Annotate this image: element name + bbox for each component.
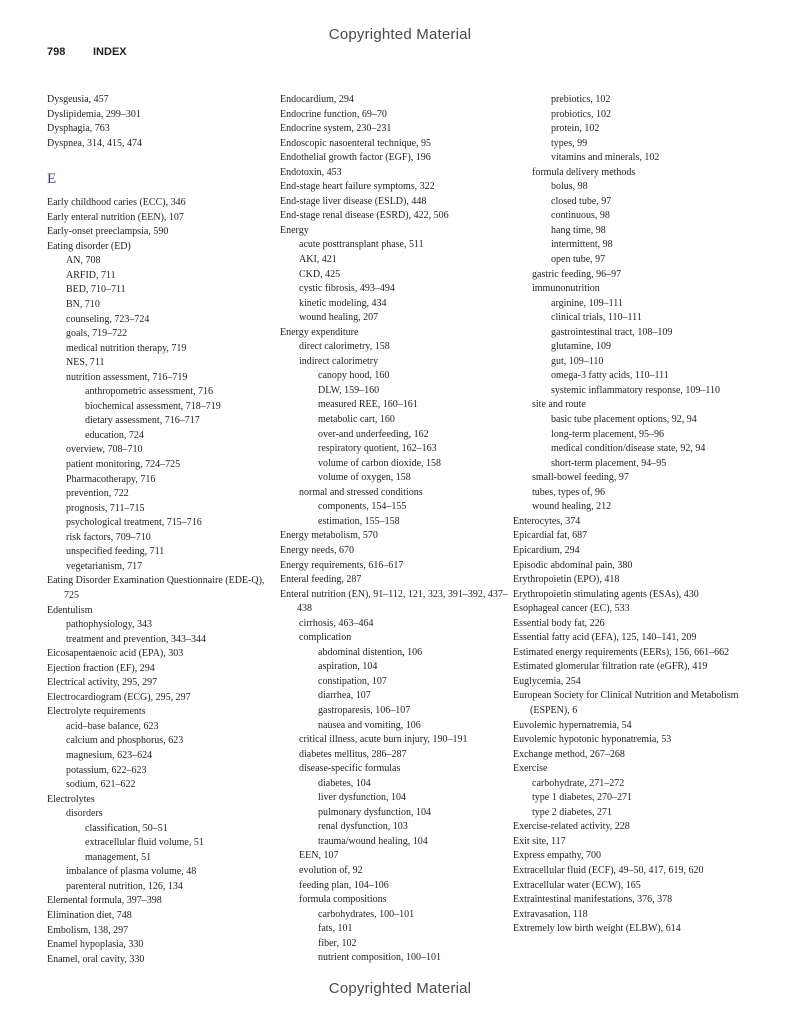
index-subentry: immunonutrition: [532, 283, 600, 295]
index-subsubentry: fiber, 102: [318, 937, 357, 949]
index-column-3: [513, 93, 753, 937]
index-entry: Epicardial fat, 687: [513, 530, 588, 542]
index-subentry: formula delivery methods: [532, 166, 636, 178]
index-entry: Dysphagia, 763: [47, 123, 110, 135]
index-entry: Extracellular water (ECW), 165: [513, 879, 641, 891]
index-subsubentry: liver dysfunction, 104: [318, 792, 407, 804]
index-subentry: cystic fibrosis, 493–494: [299, 283, 395, 295]
index-subsubentry: carbohydrates, 100–101: [318, 908, 415, 920]
index-entry: Early childhood caries (ECC), 346: [47, 197, 186, 209]
index-subentry: magnesium, 623–624: [66, 749, 153, 761]
index-subsubentry: nutrient composition, 100–101: [318, 952, 442, 964]
index-entry: Endothelial growth factor (EGF), 196: [280, 152, 431, 164]
index-subsubentry: respiratory quotient, 162–163: [318, 443, 437, 455]
index-subentry: tubes, types of, 96: [532, 486, 606, 498]
index-entry: Elimination diet, 748: [47, 909, 132, 921]
index-entry: Electrocardiogram (ECG), 295, 297: [47, 691, 191, 703]
index-subsubentry: continuous, 98: [551, 210, 610, 222]
index-entry: Energy requirements, 616–617: [280, 559, 404, 571]
index-entry: Esophageal cancer (EC), 533: [513, 603, 630, 615]
index-entry: Euvolemic hypernatremia, 54: [513, 719, 632, 731]
index-subentry: AN, 708: [66, 255, 101, 267]
index-subsubentry: management, 51: [85, 851, 152, 863]
index-subentry: gastric feeding, 96–97: [532, 268, 622, 280]
index-entry: Exercise: [513, 763, 548, 775]
index-subentry: wound healing, 212: [532, 501, 612, 513]
section-title: INDEX: [93, 46, 127, 58]
index-subsubentry: education, 724: [85, 429, 144, 441]
index-subsubentry: gastrointestinal tract, 108–109: [551, 326, 673, 338]
index-subsubentry: volume of oxygen, 158: [318, 472, 411, 484]
index-subsubentry: biochemical assessment, 718–719: [85, 400, 221, 412]
index-subsubentry: components, 154–155: [318, 501, 407, 513]
index-subentry: Pharmacotherapy, 716: [66, 473, 156, 485]
index-entry: End-stage heart failure symptoms, 322: [280, 181, 435, 193]
index-subentry: ARFID, 711: [66, 269, 116, 281]
index-entry: European Society for Clinical Nutrition and Metabolism (ESPEN), 6: [513, 690, 739, 716]
index-subentry: evolution of, 92: [299, 864, 363, 876]
watermark-top: Copyrighted Material: [328, 26, 472, 43]
index-subentry: carbohydrate, 271–272: [532, 777, 625, 789]
index-entry: Energy metabolism, 570: [280, 530, 378, 542]
index-subsubentry: trauma/wound healing, 104: [318, 835, 428, 847]
index-subsubentry: short-term placement, 94–95: [551, 457, 667, 469]
index-subsubentry: dietary assessment, 716–717: [85, 415, 200, 427]
index-subentry: direct calorimetry, 158: [299, 341, 390, 353]
index-entry: Essential fatty acid (EFA), 125, 140–141, 209: [513, 632, 697, 644]
index-subentry: critical illness, acute burn injury, 190–191: [299, 734, 468, 746]
index-entry: Energy expenditure: [280, 326, 359, 338]
index-entry: Erythropoietin stimulating agents (ESAs), 430: [513, 588, 699, 600]
index-column-1: [47, 93, 279, 967]
index-entry: Extravasation, 118: [513, 908, 588, 920]
index-entry: Enamel, oral cavity, 330: [47, 953, 145, 965]
index-entry: Estimated energy requirements (EERs), 156, 661–662: [513, 646, 730, 658]
index-subentry: disorders: [66, 808, 103, 820]
index-entry: Dyspnea, 314, 415, 474: [47, 137, 142, 149]
index-subentry: indirect calorimetry: [299, 355, 379, 367]
index-subsubentry: systemic inflammatory response, 109–110: [551, 384, 721, 396]
index-subentry: acid–base balance, 623: [66, 720, 159, 732]
index-subsubentry: closed tube, 97: [551, 195, 612, 207]
index-subsubentry: types, 99: [551, 137, 588, 149]
index-subentry: nutrition assessment, 716–719: [66, 371, 188, 383]
index-subsubentry: nausea and vomiting, 106: [318, 719, 421, 731]
index-subsubentry: abdominal distention, 106: [318, 646, 423, 658]
index-subentry: unspecified feeding, 711: [66, 546, 165, 558]
index-subentry: potassium, 622–623: [66, 764, 147, 776]
index-subsubentry: arginine, 109–111: [551, 297, 623, 309]
index-subsubentry: pulmonary dysfunction, 104: [318, 806, 432, 818]
index-entry: Eating disorder (ED): [47, 240, 131, 252]
index-subsubentry: clinical trials, 110–111: [551, 312, 642, 324]
index-subentry: imbalance of plasma volume, 48: [66, 866, 197, 878]
index-subentry: CKD, 425: [299, 268, 341, 280]
index-subentry: prognosis, 711–715: [66, 502, 145, 514]
index-subsubentry: intermittent, 98: [551, 239, 613, 251]
index-subentry: prevention, 722: [66, 488, 129, 500]
index-entry: Enamel hypoplasia, 330: [47, 939, 144, 951]
index-entry: Essential body fat, 226: [513, 617, 605, 629]
index-subsubentry: bolus, 98: [551, 181, 588, 193]
index-subentry: diabetes mellitus, 286–287: [299, 748, 407, 760]
index-entry: Early enteral nutrition (EEN), 107: [47, 211, 184, 223]
watermark-bottom: Copyrighted Material: [328, 980, 472, 997]
section-letter: E: [47, 171, 57, 188]
index-subsubentry: hang time, 98: [551, 224, 606, 236]
index-subentry: medical nutrition therapy, 719: [66, 342, 187, 354]
index-entry: Ejection fraction (EF), 294: [47, 662, 155, 674]
index-subentry: parenteral nutrition, 126, 134: [66, 880, 183, 892]
index-entry: Early-onset preeclampsia, 590: [47, 226, 169, 238]
index-entry: Extracellular fluid (ECF), 49–50, 417, 619, 620: [513, 864, 704, 876]
index-entry: Express empathy, 700: [513, 850, 601, 862]
index-subentry: BED, 710–711: [66, 284, 126, 296]
index-subentry: AKI, 421: [299, 254, 337, 266]
index-subentry: type 2 diabetes, 271: [532, 806, 612, 818]
index-entry: Enteral nutrition (EN), 91–112, 121, 323, 391–392, 437–438: [280, 588, 508, 615]
index-subentry: EEN, 107: [299, 850, 339, 862]
index-subsubentry: glutamine, 109: [551, 341, 611, 353]
index-entry: Eating Disorder Examination Questionnaire (EDE-Q), 725: [47, 575, 265, 601]
running-head: [47, 46, 127, 58]
index-entry: Epicardium, 294: [513, 544, 580, 556]
index-subsubentry: probiotics, 102: [551, 108, 611, 120]
index-subentry: goals, 719–722: [66, 328, 128, 340]
index-subsubentry: renal dysfunction, 103: [318, 821, 408, 833]
index-subsubentry: long-term placement, 95–96: [551, 428, 665, 440]
index-entry: Erythropoietin (EPO), 418: [513, 574, 620, 586]
page-number: 798: [47, 46, 66, 58]
index-entry: Estimated glomerular filtration rate (eGFR), 419: [513, 661, 708, 673]
index-entry: Dyslipidemia, 299–301: [47, 108, 141, 120]
index-subsubentry: over-and underfeeding, 162: [318, 428, 429, 440]
index-subentry: formula compositions: [299, 894, 387, 906]
index-subentry: kinetic modeling, 434: [299, 297, 387, 309]
index-entry: Episodic abdominal pain, 380: [513, 559, 633, 571]
index-subentry: psychological treatment, 715–716: [66, 517, 202, 529]
index-entry: Endoscopic nasoenteral technique, 95: [280, 137, 432, 149]
index-subentry: NES, 711: [66, 357, 105, 369]
index-column-2: [280, 93, 512, 966]
index-entry: Electrical activity, 295, 297: [47, 677, 158, 689]
index-subsubentry: basic tube placement options, 92, 94: [551, 414, 697, 426]
index-entry: Dysgeusia, 457: [47, 94, 109, 105]
index-subsubentry: protein, 102: [551, 123, 600, 135]
index-entry: Elemental formula, 397–398: [47, 895, 162, 907]
index-entry: Electrolytes: [47, 793, 95, 805]
index-entry: Euvolemic hypotonic hyponatremia, 53: [513, 734, 672, 746]
index-subentry: patient monitoring, 724–725: [66, 459, 181, 471]
index-subentry: type 1 diabetes, 270–271: [532, 792, 632, 804]
index-entry: Eicosapentaenoic acid (EPA), 303: [47, 648, 184, 660]
index-subsubentry: diabetes, 104: [318, 777, 371, 789]
index-subentry: acute posttransplant phase, 511: [299, 239, 424, 251]
index-entry: End-stage renal disease (ESRD), 422, 506: [280, 210, 449, 222]
index-entry: Exchange method, 267–268: [513, 748, 625, 760]
index-subsubentry: estimation, 155–158: [318, 515, 400, 527]
index-subsubentry: gut, 109–110: [551, 355, 604, 367]
index-subsubentry: fats, 101: [318, 923, 353, 935]
index-subentry: sodium, 621–622: [66, 779, 136, 791]
index-subentry: normal and stressed conditions: [299, 486, 423, 498]
index-subentry: calcium and phosphorus, 623: [66, 735, 184, 747]
index-subentry: vegetarianism, 717: [66, 560, 143, 572]
index-entry: Extremely low birth weight (ELBW), 614: [513, 923, 681, 935]
index-subsubentry: diarrhea, 107: [318, 690, 371, 702]
index-subsubentry: anthropometric assessment, 716: [85, 386, 214, 398]
index-subentry: treatment and prevention, 343–344: [66, 633, 206, 645]
index-subsubentry: medical condition/disease state, 92, 94: [551, 443, 706, 455]
index-entry: Energy needs, 670: [280, 544, 354, 556]
index-subsubentry: omega-3 fatty acids, 110–111: [551, 370, 669, 382]
index-entry: Energy: [280, 224, 309, 236]
index-subentry: counseling, 723–724: [66, 313, 150, 325]
index-entry: Enterocytes, 374: [513, 515, 581, 527]
index-subentry: wound healing, 207: [299, 312, 379, 324]
index-entry: Euglycemia, 254: [513, 675, 581, 687]
index-entry: Enteral feeding, 287: [280, 574, 362, 586]
index-subsubentry: open tube, 97: [551, 254, 606, 266]
index-subsubentry: extracellular fluid volume, 51: [85, 837, 204, 849]
index-entry: Exit site, 117: [513, 835, 566, 847]
index-subentry: overview, 708–710: [66, 444, 143, 456]
index-subentry: feeding plan, 104–106: [299, 879, 389, 891]
index-entry: Embolism, 138, 297: [47, 924, 129, 936]
index-subsubentry: measured REE, 160–161: [318, 399, 418, 411]
index-subsubentry: canopy hood, 160: [318, 370, 390, 382]
index-subsubentry: vitamins and minerals, 102: [551, 152, 660, 164]
index-entry: Extraintestinal manifestations, 376, 378: [513, 894, 673, 906]
index-subsubentry: classification, 50–51: [85, 822, 168, 834]
index-subsubentry: prebiotics, 102: [551, 94, 611, 105]
index-subsubentry: volume of carbon dioxide, 158: [318, 457, 442, 469]
index-subsubentry: aspiration, 104: [318, 661, 378, 673]
index-entry: Edentulism: [47, 604, 93, 616]
index-entry: Exercise-related activity, 228: [513, 821, 630, 833]
index-subentry: risk factors, 709–710: [66, 531, 151, 543]
index-subentry: BN, 710: [66, 299, 100, 311]
index-entry: Endotoxin, 453: [280, 166, 342, 178]
index-subentry: disease-specific formulas: [299, 763, 401, 775]
index-subentry: small-bowel feeding, 97: [532, 472, 629, 484]
index-entry: Endocrine function, 69–70: [280, 108, 387, 120]
index-subentry: complication: [299, 632, 352, 644]
index-entry: End-stage liver disease (ESLD), 448: [280, 195, 427, 207]
index-subsubentry: DLW, 159–160: [318, 384, 380, 396]
index-entry: Endocrine system, 230–231: [280, 123, 392, 135]
index-subsubentry: gastroparesis, 106–107: [318, 704, 411, 716]
index-subentry: cirrhosis, 463–464: [299, 617, 374, 629]
index-subsubentry: metabolic cart, 160: [318, 414, 395, 426]
index-entry: Endocardium, 294: [280, 94, 354, 105]
index-subentry: site and route: [532, 399, 586, 411]
index-subentry: pathophysiology, 343: [66, 619, 153, 631]
index-entry: Electrolyte requirements: [47, 706, 146, 718]
index-subsubentry: constipation, 107: [318, 675, 387, 687]
